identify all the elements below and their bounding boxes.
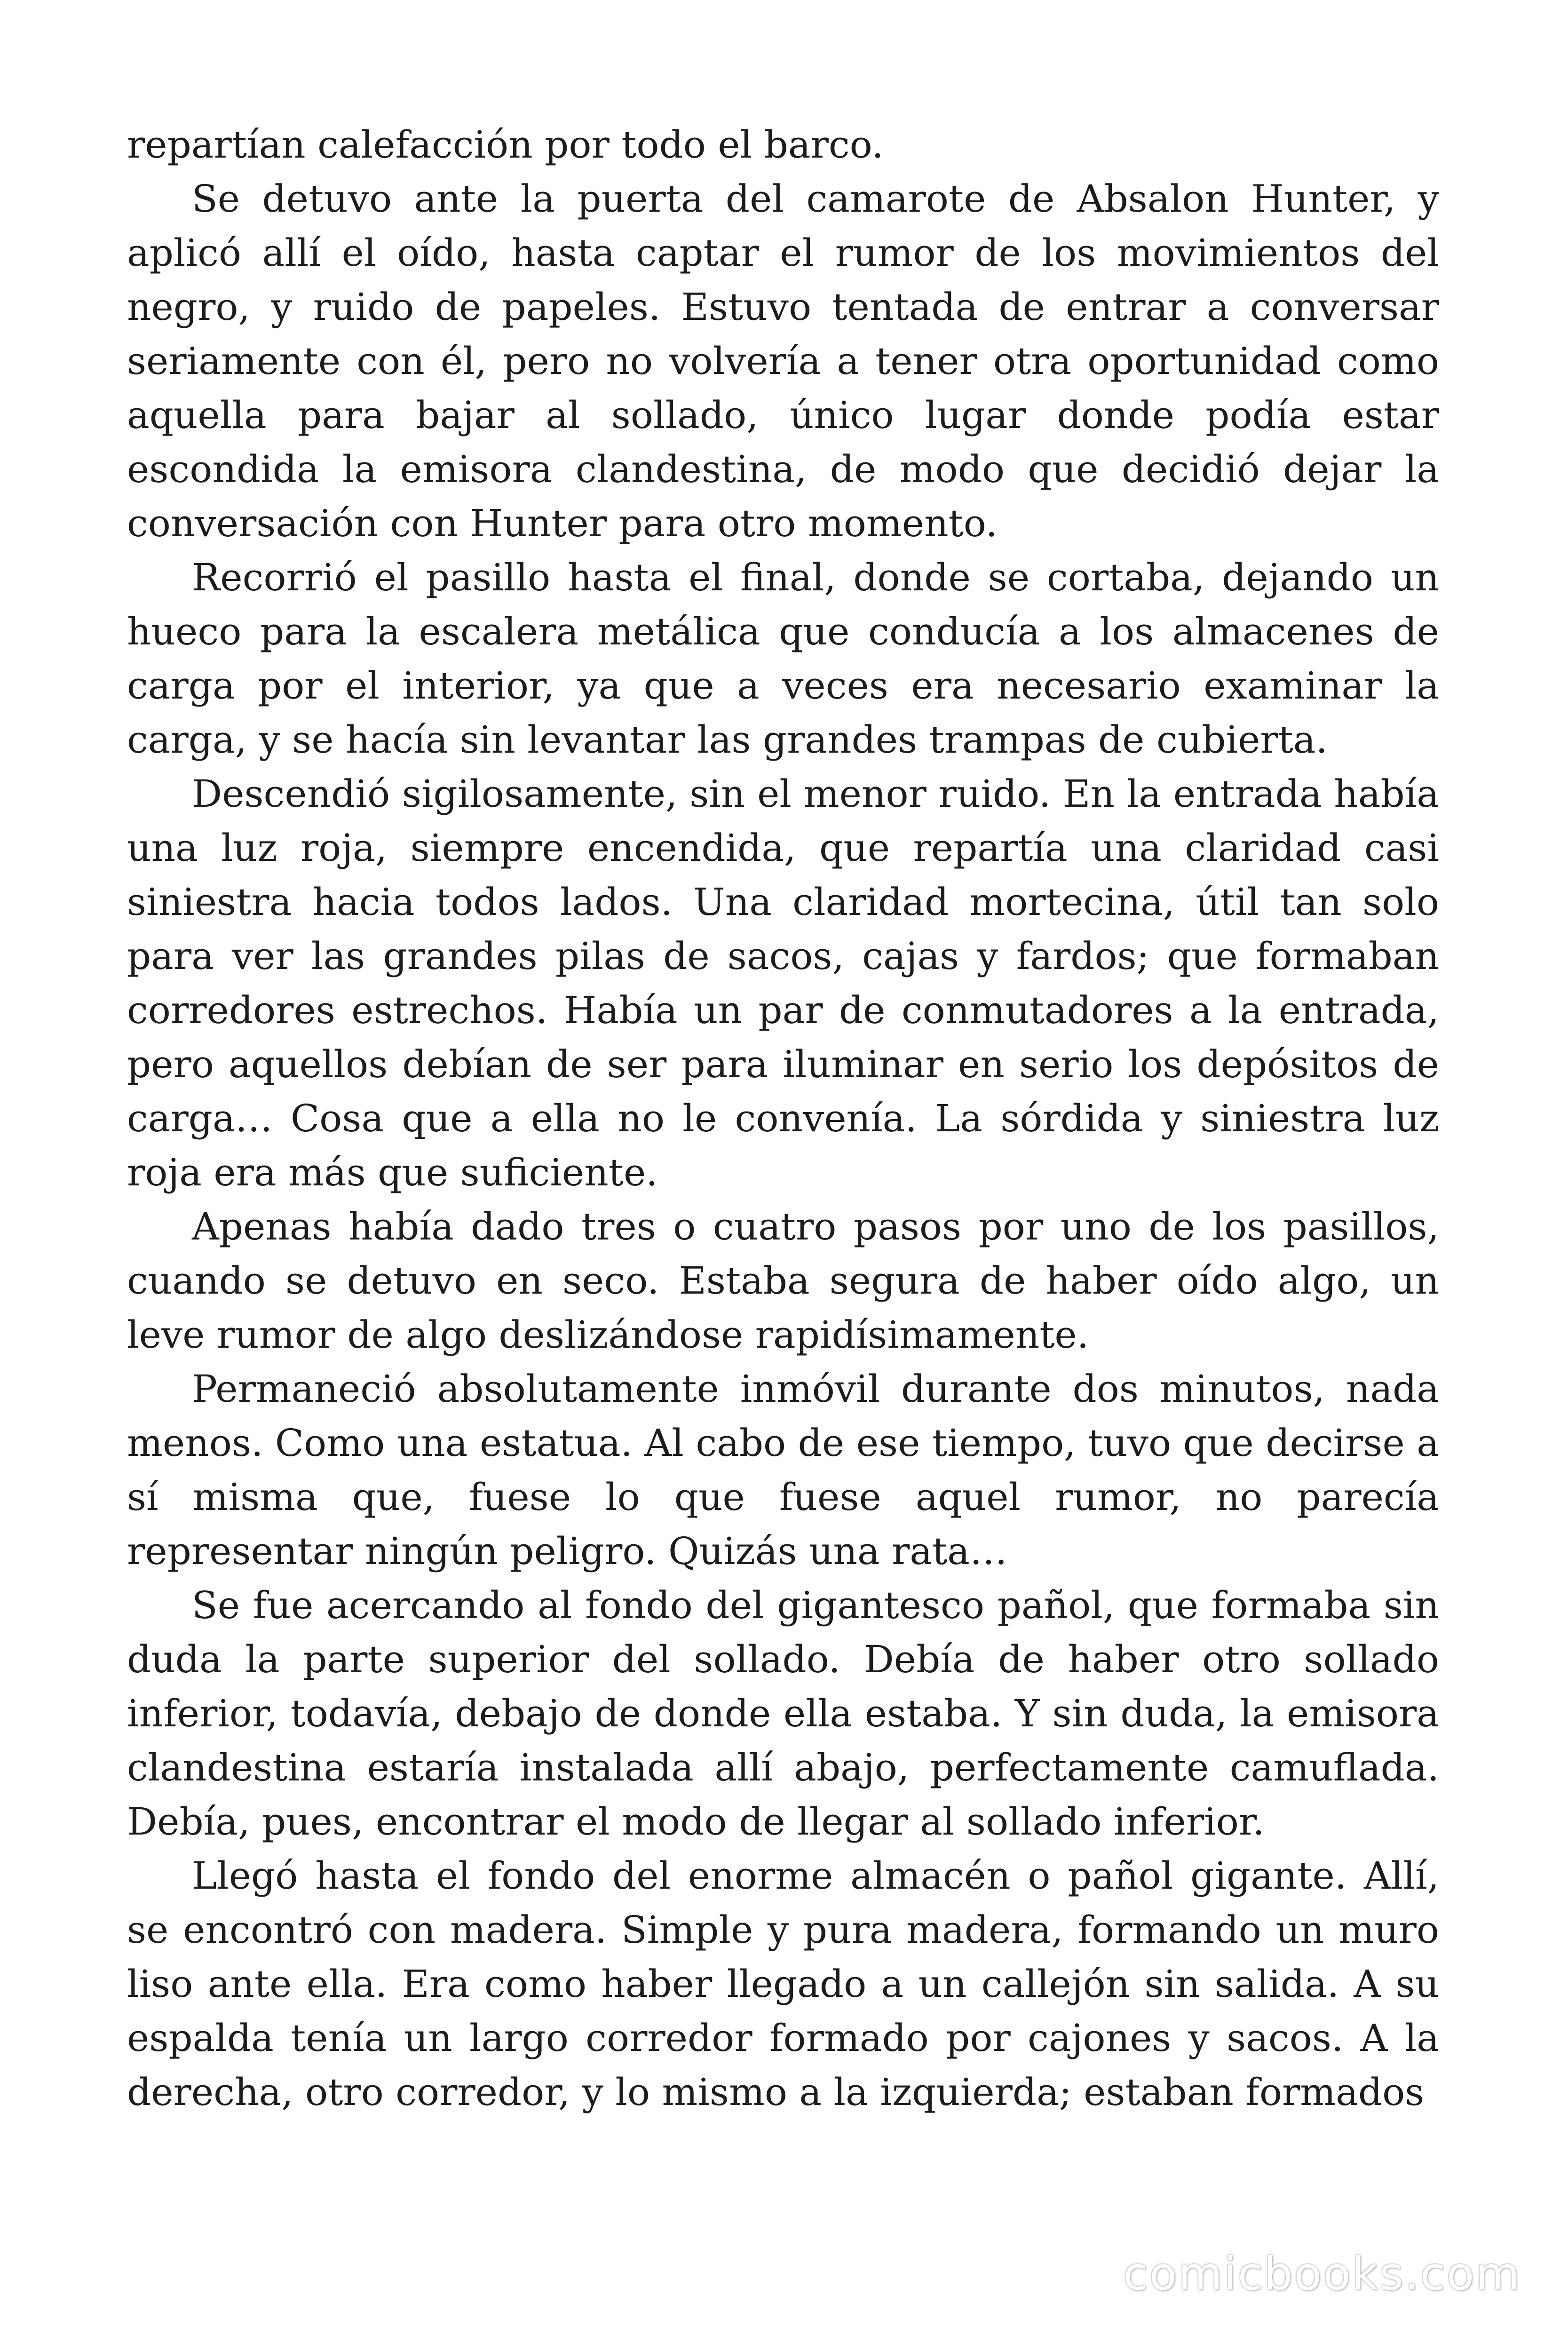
- paragraph-final: Llegó hasta el fondo del enorme almacén o pañol gigante. Allí, se encontró con madera. Simple y pura madera, formando un muro liso ante ella. Era como haber llegado a un callejón sin salida. A su espalda tenía un largo corredor formado por cajones y sacos. A la derecha, otro corredor, y lo mismo a la izquierda; estaban formados: [127, 1854, 1439, 2114]
- paragraph: Permaneció absolutamente inmóvil durante dos minutos, nada menos. Como una estatua. Al cabo de ese tiempo, tuvo que decirse a sí misma que, fuese lo que fuese aquel rumor, no parecía representar ningún peligro. Quizás una rata…: [127, 1367, 1439, 1573]
- paragraph: Se fue acercando al fondo del gigantesco pañol, que formaba sin duda la parte superior del sollado. Debía de haber otro sollado inferior, todavía, debajo de donde ella estaba. Y sin duda, la emisora clandestina estaría instalada allí abajo, perfectamente camuflada. Debía, pues, encontrar el modo de llegar al sollado inferior.: [127, 1583, 1439, 1843]
- paragraph: Se detuvo ante la puerta del camarote de Absalon Hunter, y aplicó allí el oído, hasta captar el rumor de los movimientos del negro, y ruido de papeles. Estuvo tentada de entrar a conversar seriamente con él, pero no volvería a tener otra oportunidad como aquella para bajar al sollado, único lugar donde podía estar escondida la emisora clandestina, de modo que decidió dejar la conversación con Hunter para otro momento.: [127, 177, 1439, 545]
- paragraph: Recorrió el pasillo hasta el final, donde se cortaba, dejando un hueco para la escalera metálica que conducía a los almacenes de carga por el interior, ya que a veces era necesario examinar la carga, y se hacía sin levantar las grandes trampas de cubierta.: [127, 556, 1439, 762]
- watermark-logo: comicbooks.com: [1123, 2248, 1521, 2300]
- paragraph: Descendió sigilosamente, sin el menor ruido. En la entrada había una luz roja, siempre encendida, que repartía una claridad casi siniestra hacia todos lados. Una claridad mortecina, útil tan solo para ver las grandes pilas de sacos, cajas y fardos; que formaban corredores estrechos. Había un par de conmutadores a la entrada, pero aquellos debían de ser para iluminar en serio los depósitos de carga… Cosa que a ella no le convenía. La sórdida y siniestra luz roja era más que suficiente.: [127, 772, 1439, 1194]
- paragraph-continuation: repartían calefacción por todo el barco.: [127, 123, 884, 167]
- body-text: [127, 118, 1439, 2119]
- paragraph: Apenas había dado tres o cuatro pasos por uno de los pasillos, cuando se detuvo en seco. Estaba segura de haber oído algo, un leve rumor de algo deslizándose rapidísimamente.: [127, 1205, 1439, 1357]
